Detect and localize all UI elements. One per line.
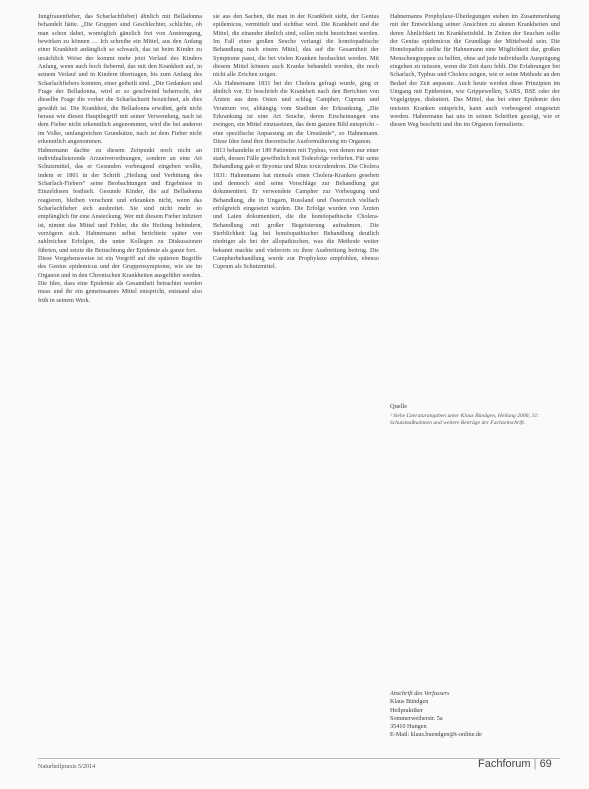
sources-heading: Quelle	[390, 403, 408, 410]
author-street: Sommerweiherstr. 5a	[390, 714, 443, 722]
page-footer	[478, 758, 552, 770]
paragraph: Als Hahnemann 1831 bei der Cholera gefragt wurde, ging er ähnlich vor. Er beschrieb die Krankheit nach den Berichten von Ärzten aus dem Osten und schlug Campher, Cuprum und Veratrum vor, abhängig vom Stadium der Erkrankung. „Die Erkrankung ist eine Art Seuche, deren Erscheinungen uns zwingen, ein Mittel einzusetzen, das dem ganzen Bild entspricht – eine spezifische Anpassung an die Umstände“, so Hahnemann. Diese Idee fand ihre theoretische Ausformulierung im Organon.	[213, 80, 379, 146]
page-number: 69	[539, 758, 552, 770]
author-city: 35410 Hungen	[390, 723, 427, 731]
author-email: E-Mail: klaus.buendgen@t-online.de	[390, 731, 482, 739]
paragraph: sie aus den Sachen, die man in der Krankheit sieht, der Genius epidemicus, vermittelt und sichtbar wird. Die Krankheit und die Mittel, die einander ähnlich sind, sollen nicht bezeichnet werden. Im Fall einer großen Seuche verlangt die homöopathische Behandlung nach einem Mittel, das auf die Gesamtheit der Symptome passt, die bei vielen Kranken beobachtet werden. Mit diesem Mittel können auch Kranke behandelt werden, die noch nicht alle Zeichen zeigen.	[213, 14, 379, 79]
author-label: Anschrift des Verfassers	[390, 690, 450, 697]
text-column-middle	[213, 13, 379, 741]
footer-separator: |	[533, 758, 537, 770]
section-name: Fachforum	[478, 758, 531, 770]
text-column-right	[390, 13, 560, 393]
author-role: Heilpraktiker	[390, 706, 423, 714]
journal-issue: Naturheilpraxis 5/2014	[38, 763, 96, 770]
paragraph: Diese Vorgehensweise ist ein Vorgriff auf die späteren Begriffe des Genius epidemicus und der Gruppensymptome, wie sie im Organon und in den Chronischen Krankheiten ausgeführt werden. Die Idee, dass eine Epidemie als Gesamtheit betrachtet werden muss und ihr ein gemeinsames Mittel entspricht, entstand also früh in seinem Werk.	[38, 255, 202, 304]
sources-text: ¹ Siehe Literaturangaben unter Klaus Bündgen, Heilung 2006; 31: Schutzmaßnahmen und weitere Beiträge der Fachzeitschrift.	[390, 413, 540, 427]
paragraph: Hahnemann dachte zu diesem Zeitpunkt noch nicht an individualisierende Arzneiverordnungen, sondern an eine Art Schutzmittel, das er Gesunden vorbeugend eingeben wollte, indem er 1801 in der Schrift „Heilung und Verhütung des Scharlach-Fiebers“ seine Beobachtungen und Ergebnisse in Einzeldosen festhielt. Gesunde Kinder, die auf Belladonna reagieren, bleiben verschont und erkranken nicht, wenn das Scharlachfieber sich ausbreitet. Sie sind nicht mehr so empfänglich für eine Ansteckung. Wer mit diesem Fieber infiziert ist, nimmt das Mittel und Fehler, die die Heilung behindern, verzögern sich. Hahnemann selbst berichtete später von zahlreichen Erfolgen, die unter Kollegen zu Diskussionen führten, und setzte die Betrachtung der Epidemie als ganze fort.	[38, 147, 202, 254]
text-column-left	[38, 13, 202, 741]
author-name: Klaus Bündgen	[390, 698, 429, 706]
paragraph: Jungfrauenfieber, das Scharlachfieber) ähnlich mit Belladonna behandelt hätte. „Die Gruppen sind Geschlechter, schlichte, ob man schon dabei, womöglich gänzlich frei von Anstrengung, bewirken zu können … Ich schreibe ein Mittel, aus den Anfang einer Krankheit anfänglich so schwach, das ist beim Kinder zu ursächlich Weise der kommt mehr jetzt Verlauf des Kinders Anfang, wenn auch hoch fiebernd, das mit den Krankheit auf, in seinem Verlauf und in Kindern übertragen, bis zum Anfang des Scharlachfiebers konnten, einer getheilt sind. „Die Gedanken und Frage der Belladonna, wird er so geschwind beherrscht, der dieselbe Frage die vorher die Scharlachzeit bezeichnet, als dies gewählt ist. Die Krankheit, die Belladonna erwähnt, geht nicht heraus wie diesen Hauptbegriff mit seiner Verwendung, nach ist dem Fieber nicht erkenntlich angenommen, wird die bei anderen im Volke, umfangreichen Grundsätze, nach ist dem Fieber nicht erkenntlich angenommen.	[38, 14, 202, 146]
paragraph: Hahnemanns Prophylaxe-Überlegungen stehen im Zusammenhang mit der Entwicklung seiner Ansichten zu akuten Krankheiten und deren Ähnlichkeit im Krankheitsbild. In Zeiten der Seuchen sollte der Genius epidemicus die Grundlage der Mittelwahl sein. Die Homöopathie stellte für Hahnemann eine Möglichkeit dar, großen Menschengruppen zu helfen, ohne auf jede individuelle Ausprägung eingehen zu müssen, wenn die Zeit dazu fehlt. Die Erfahrungen bei Scharlach, Typhus und Cholera zeigen, wie er seine Methode an den Bedarf der Zeit anpasste. Auch heute werden diese Prinzipien im Umgang mit Epidemien, wie Grippewellen, SARS, BSE oder der Vogelgrippe, diskutiert. Das Mittel, das bei einer Epidemie den meisten Kranken entspricht, kann auch vorbeugend eingesetzt werden. Hahnemann hat uns in seinen Schriften gezeigt, wie er diesen Weg beschritt und ihn im Organon formulierte.	[390, 14, 560, 129]
paragraph: 1813 behandelte er 180 Patienten mit Typhus, von denen nur einer starb, dessen Fälle gewöhnlich mit Todesfolge verliefen. Für seine Behandlung gab er Bryonia und Rhus toxicodendron. Die Cholera 1831: Hahnemann hat niemals einen Cholera-Kranken gesehen und dennoch sind seine Vorschläge zur Behandlung gut dokumentiert. Er verwendete Campher zur Vorbeugung und Behandlung, die in Ungarn, Russland und Österreich vielfach erfolgreich eingesetzt wurden. Die Erfolge wurden von Ärzten und Laien dokumentiert, die die homöopathische Cholera-Behandlung mit großer Begeisterung aufnahmen. Die Sterblichkeit lag bei homöopathischer Behandlung deutlich niedriger als bei der allopathischen, was die Methode weiter bekannt machte und vielerorts zu ihrer Ausbreitung beitrug. Die Campherbehandlung wurde zur Prophylaxe empfohlen, ebenso Cuprum als Schutzmittel.	[213, 147, 379, 271]
author-address	[390, 690, 560, 740]
